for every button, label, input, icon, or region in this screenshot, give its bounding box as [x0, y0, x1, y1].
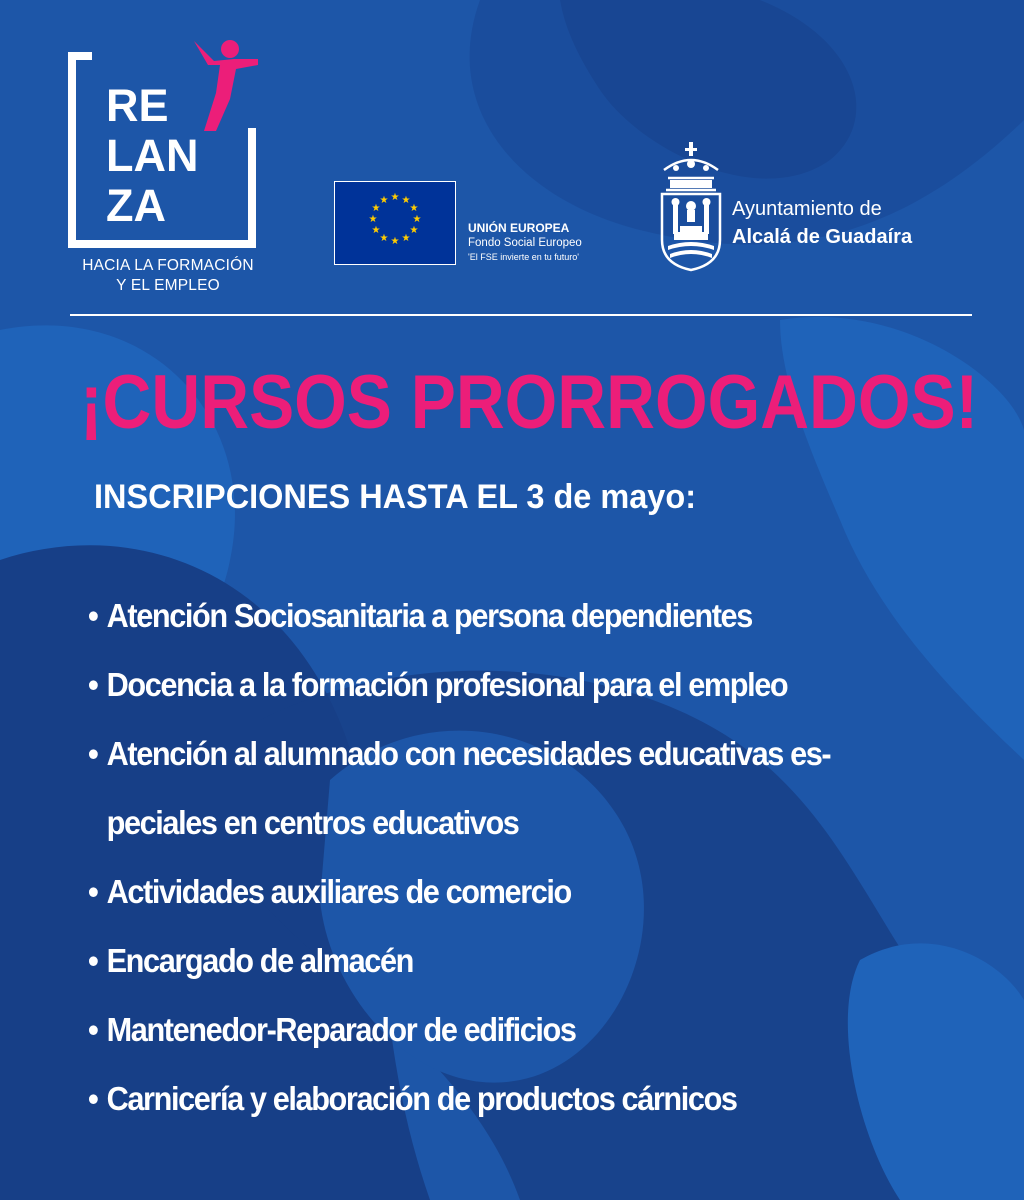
subheadline: INSCRIPCIONES HASTA EL 3 de mayo: [94, 478, 697, 516]
bullet: • [88, 1080, 99, 1117]
svg-text:★: ★ [390, 236, 400, 247]
svg-text:★: ★ [409, 203, 419, 214]
svg-text:★: ★ [368, 214, 378, 225]
bullet: • [88, 1011, 99, 1048]
course-label: Mantenedor-Reparador de edificios [106, 1011, 576, 1048]
relanza-tagline-2: Y EL EMPLEO [116, 277, 220, 294]
course-item [88, 926, 906, 995]
coat-of-arms-icon [656, 140, 726, 272]
bullet: • [88, 597, 99, 634]
ayuntamiento-line-1: Ayuntamiento de [732, 198, 882, 220]
svg-text:★: ★ [401, 195, 411, 206]
ayuntamiento-line-2: Alcalá de Guadaíra [732, 226, 913, 248]
relanza-word-lan: LAN [106, 130, 199, 181]
bullet: • [88, 873, 99, 910]
course-item [88, 650, 906, 719]
course-label: peciales en centros educativos [106, 804, 519, 841]
course-item [88, 581, 906, 650]
running-person-icon [186, 35, 266, 135]
svg-text:★: ★ [379, 195, 389, 206]
course-item [88, 719, 906, 788]
bullet: • [88, 666, 99, 703]
relanza-word-za: ZA [106, 180, 166, 231]
bullet: • [88, 942, 99, 979]
relanza-word-re: RE [106, 80, 169, 131]
course-item-continuation [88, 788, 906, 857]
course-item [88, 995, 906, 1064]
svg-text:★: ★ [371, 203, 381, 214]
course-label: Atención al alumnado con necesidades educativas es- [106, 735, 831, 772]
svg-text:★: ★ [371, 225, 381, 236]
course-label: Actividades auxiliares de comercio [106, 873, 571, 910]
course-label: Encargado de almacén [106, 942, 414, 979]
svg-text:★: ★ [409, 225, 419, 236]
course-label: Atención Sociosanitaria a persona dependientes [106, 597, 752, 634]
svg-text:★: ★ [379, 233, 389, 244]
course-item [88, 857, 906, 926]
svg-text:★: ★ [401, 233, 411, 244]
course-list [88, 581, 968, 1133]
eu-fund-name: Fondo Social Europeo [468, 237, 582, 249]
course-item [88, 1064, 906, 1133]
eu-name: UNIÓN EUROPEA [468, 221, 570, 235]
eu-motto: 'El FSE invierte en tu futuro' [468, 252, 579, 262]
svg-text:★: ★ [390, 192, 400, 203]
course-label: Carnicería y elaboración de productos cárnicos [106, 1080, 737, 1117]
relanza-logo [68, 35, 268, 305]
divider [70, 314, 972, 316]
svg-text:★: ★ [412, 214, 422, 225]
relanza-tagline-1: HACIA LA FORMACIÓN [82, 257, 254, 274]
eu-flag-icon [334, 181, 456, 265]
headline: ¡CURSOS PRORROGADOS! [80, 360, 979, 445]
course-label: Docencia a la formación profesional para el empleo [106, 666, 788, 703]
bullet: • [88, 735, 99, 772]
